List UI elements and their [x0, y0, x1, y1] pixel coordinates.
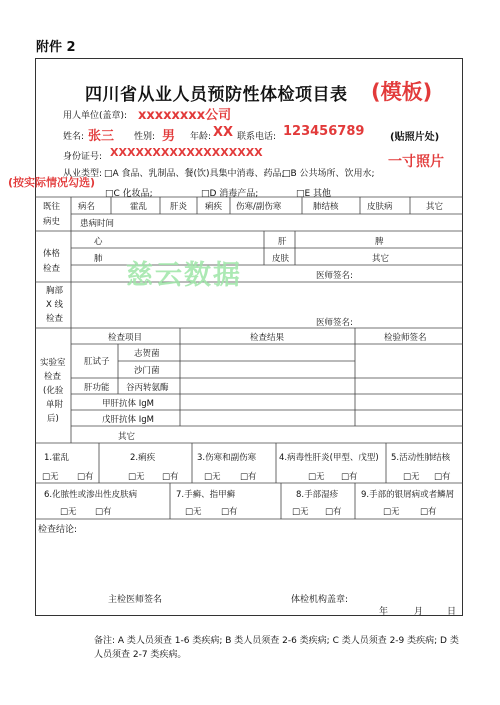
conclusion-label: 检查结论:: [38, 525, 78, 535]
disease-7-yes[interactable]: □有: [221, 507, 238, 517]
lab-label-2: 检查: [44, 372, 62, 382]
age-value: XX: [213, 125, 234, 140]
disease-2: 2.痢疾: [130, 453, 156, 463]
phone-value: 123456789: [283, 124, 365, 139]
history-col-other: 其它: [426, 202, 444, 212]
lab-col-result: 检查结果: [250, 333, 285, 343]
lab-hav: 甲肝抗体 IgM: [102, 399, 154, 409]
history-time-label: 患病时间: [80, 219, 115, 229]
disease-9-yes[interactable]: □有: [420, 507, 437, 517]
job-type-a[interactable]: □A 食品、乳制品、餐(饮)具集中消毒、药品;: [104, 169, 285, 179]
phone-label: 联系电话:: [237, 132, 277, 142]
disease-8-no[interactable]: □无: [292, 507, 309, 517]
disease-8: 8.手部湿疹: [296, 490, 339, 500]
lab-feces-label: 肛试子: [84, 357, 110, 367]
lab-other: 其它: [118, 432, 136, 442]
lab-label-4: 单附: [46, 400, 64, 410]
physical-label-1: 体格: [43, 249, 61, 259]
history-col-tb: 肺结核: [313, 202, 339, 212]
disease-5-yes[interactable]: □有: [434, 472, 451, 482]
lab-col-sign: 检验师签名: [384, 333, 427, 343]
job-type-hint: (按实际情况勾选): [8, 176, 96, 189]
lab-label-1: 实验室: [40, 358, 66, 368]
id-label: 身份证号:: [63, 152, 103, 162]
disease-7: 7.手癣、指甲癣: [176, 490, 236, 500]
date-day: 日: [447, 607, 457, 617]
disease-4-no[interactable]: □无: [308, 472, 325, 482]
watermark: 慈云数据: [126, 260, 242, 291]
history-col-skin: 皮肤病: [367, 202, 393, 212]
disease-6: 6.化脓性或渗出性皮肤病: [44, 490, 138, 500]
age-label: 年龄:: [190, 132, 212, 142]
attachment-label: 附件 2: [36, 40, 76, 55]
history-label-2: 病史: [43, 217, 61, 227]
lab-hev: 戊肝抗体 IgM: [102, 415, 154, 425]
disease-5-no[interactable]: □无: [403, 472, 420, 482]
physical-heart: 心: [94, 237, 103, 247]
history-col-dysentery: 痢疾: [205, 202, 223, 212]
disease-3-yes[interactable]: □有: [240, 472, 257, 482]
sex-value: 男: [162, 129, 176, 144]
disease-9-no[interactable]: □无: [383, 507, 400, 517]
org-stamp-label: 体检机构盖章:: [291, 595, 349, 605]
disease-2-yes[interactable]: □有: [162, 472, 179, 482]
disease-8-yes[interactable]: □有: [325, 507, 342, 517]
employer-label: 用人单位(盖章):: [63, 111, 128, 121]
physical-lung: 肺: [94, 254, 103, 264]
disease-7-no[interactable]: □无: [185, 507, 202, 517]
xray-label-3: 检查: [46, 314, 64, 324]
lab-liver-function: 肝功能: [84, 383, 110, 393]
lab-col-item: 检查项目: [108, 333, 143, 343]
history-col-hepatitis: 肝炎: [170, 202, 188, 212]
disease-3-no[interactable]: □无: [204, 472, 221, 482]
disease-1: 1.霍乱: [44, 453, 70, 463]
lab-salmonella: 沙门菌: [134, 366, 160, 376]
physical-label-2: 检查: [43, 264, 61, 274]
physical-liver: 肝: [278, 237, 287, 247]
disease-2-no[interactable]: □无: [128, 472, 145, 482]
disease-4: 4.病毒性肝炎(甲型、戊型): [279, 453, 379, 463]
lab-alt: 谷丙转氨酶: [126, 383, 169, 393]
history-label-1: 既往: [43, 202, 61, 212]
id-value: XXXXXXXXXXXXXXXXXX: [110, 146, 263, 159]
physical-spleen: 脾: [375, 237, 384, 247]
date-year: 年: [379, 607, 389, 617]
lab-label-5: 后): [47, 414, 59, 424]
disease-1-yes[interactable]: □有: [77, 472, 94, 482]
form-title: 四川省从业人员预防性体检项目表: [85, 85, 348, 105]
photo-size-text: 一寸照片: [388, 154, 444, 170]
disease-9: 9.手部的银屑病或者鳞屑: [361, 490, 455, 500]
sex-label: 性别:: [134, 132, 156, 142]
history-col-cholera: 霍乱: [130, 202, 148, 212]
disease-4-yes[interactable]: □有: [341, 472, 358, 482]
footnote: 备注: A 类人员须查 1-6 类疾病; B 类人员须查 2-6 类疾病; C 类人员须查 2-9 类疾病; D 类人员须查 2-7 类疾病。: [94, 636, 459, 660]
physical-skin: 皮肤: [272, 254, 290, 264]
physical-other: 其它: [372, 254, 390, 264]
xray-doctor-sign: 医师签名:: [316, 318, 353, 328]
lab-label-3: (化验: [43, 386, 64, 396]
name-value: 张三: [88, 129, 115, 144]
job-type-c[interactable]: □C 化妆品;: [105, 189, 153, 199]
history-col-disease: 病名: [78, 202, 96, 212]
disease-6-yes[interactable]: □有: [95, 507, 112, 517]
disease-6-no[interactable]: □无: [60, 507, 77, 517]
xray-label-2: X 线: [46, 300, 64, 310]
photo-placeholder-text: (贴照片处): [390, 132, 440, 143]
job-type-label: 从业类型:: [63, 169, 103, 179]
job-type-b[interactable]: □B 公共场所、饮用水;: [282, 169, 375, 179]
disease-3: 3.伤寒和副伤寒: [197, 453, 257, 463]
disease-5: 5.活动性肺结核: [391, 453, 451, 463]
history-col-typhoid: 伤寒/副伤寒: [236, 202, 282, 212]
lab-dysentery: 志贺菌: [134, 349, 160, 359]
date-month: 月: [414, 607, 424, 617]
physical-doctor-sign: 医师签名:: [316, 271, 353, 281]
chief-doctor-sign: 主检医师签名: [108, 595, 163, 605]
employer-value: xxxxxxxx公司: [138, 108, 232, 123]
disease-1-no[interactable]: □无: [42, 472, 59, 482]
template-tag: (模板): [371, 80, 433, 104]
job-type-e[interactable]: □E 其他: [296, 189, 332, 199]
name-label: 姓名:: [63, 132, 85, 142]
xray-label-1: 胸部: [46, 286, 64, 296]
job-type-d[interactable]: □D 消毒产品;: [201, 189, 259, 199]
